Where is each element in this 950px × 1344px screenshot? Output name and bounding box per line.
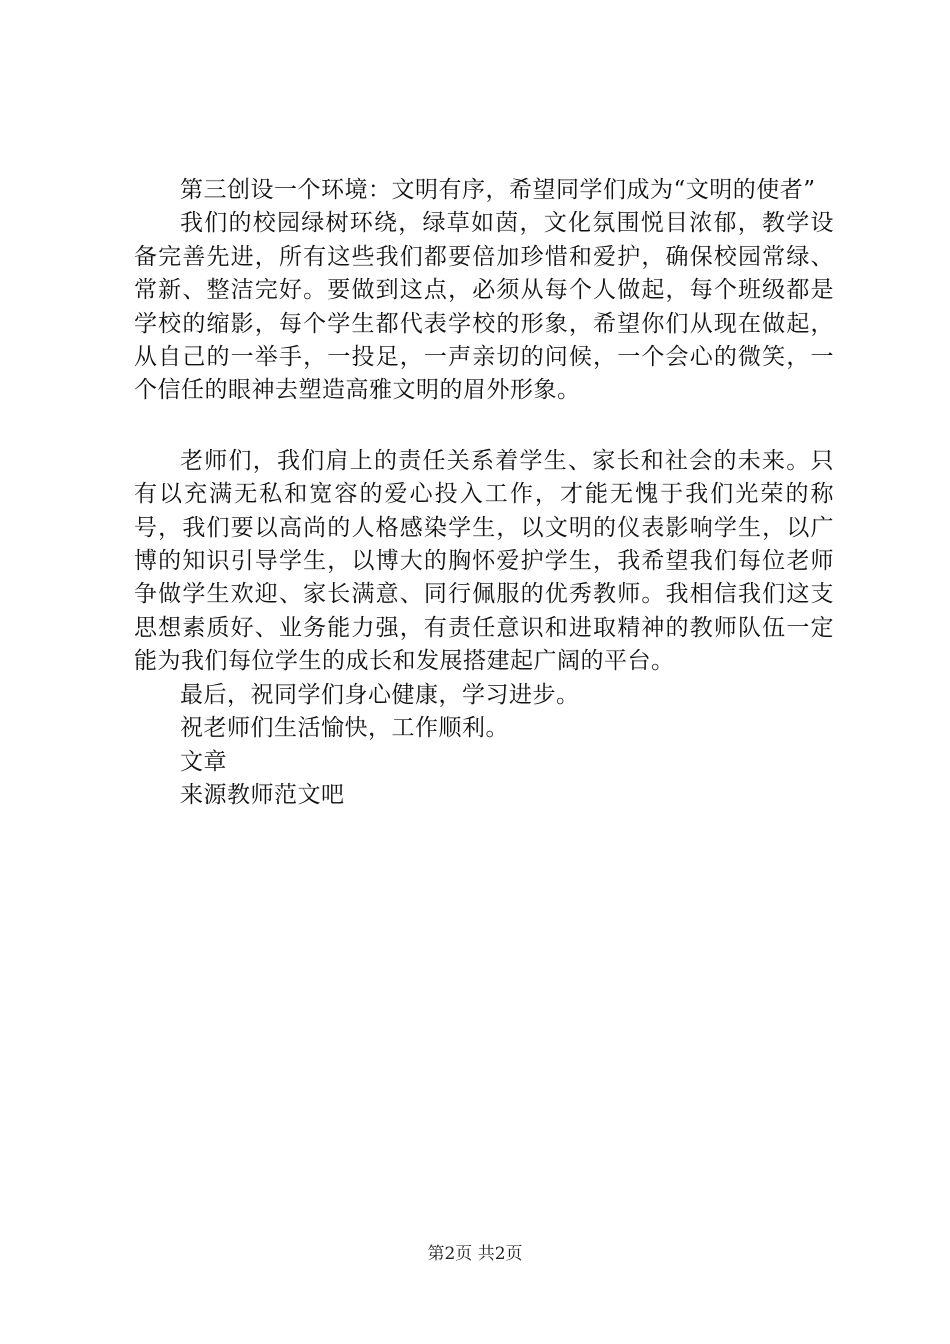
- paragraph-heading: 第三创设一个环境：文明有序，希望同学们成为“文明的使者”: [180, 177, 816, 203]
- paragraph-campus: 我们的校园绿树环绕，绿草如茵，文化氛围悦目浓郁，教学设备完善先进，所有这些我们都要倍加珍惜和爱护，确保校园常绿、常新、整洁完好。要做到这点，必须从每个人做起，每个班级都是学校的缩影，每个学生都代表学校的形象，希望你们从现在做起，从自己的一举手，一投足，一声亲切的问候，一个会心的微笑，一个信任的眼神去塑造高雅文明的眉外形象。: [134, 210, 834, 404]
- paragraph-wish-teachers: 祝老师们生活愉快，工作顺利。: [180, 715, 509, 742]
- paragraph-article: 文章: [180, 748, 227, 775]
- paragraph-source: 来源教师范文吧: [180, 781, 345, 808]
- page-number: 第2页 共2页: [427, 1244, 523, 1264]
- document-body: [134, 174, 834, 812]
- paragraph-wish-students: 最后，祝同学们身心健康，学习进步。: [180, 681, 580, 708]
- paragraph-teachers: 老师们，我们肩上的责任关系着学生、家长和社会的未来。只有以充满无私和宽容的爱心投入工作，才能无愧于我们光荣的称号，我们要以高尚的人格感染学生，以文明的仪表影响学生，以广博的知识引导学生，以博大的胸怀爱护学生，我希望我们每位老师争做学生欢迎、家长满意、同行佩服的优秀教师。我相信我们这支思想素质好、业务能力强，有责任意识和进取精神的教师队伍一定能为我们每位学生的成长和发展搭建起广阔的平台。: [134, 447, 834, 675]
- paragraph-gap: [134, 408, 834, 445]
